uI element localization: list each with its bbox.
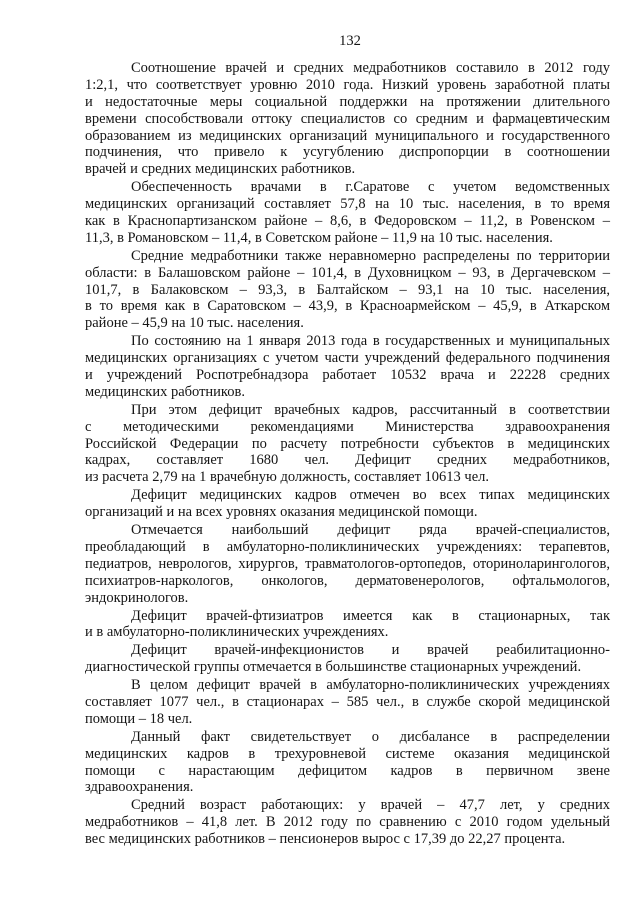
text-line: 11,3, в Романовском – 11,4, в Советском районе – 11,9 на 10 тыс. населения. <box>85 229 553 246</box>
text-line: По состоянию на 1 января 2013 года в государственных и муниципальных <box>131 333 610 350</box>
paragraph <box>85 333 610 401</box>
text-line: Данный факт свидетельствует о дисбалансе в распределении <box>131 728 610 745</box>
text-line: помощи с нарастающим дефицитом кадров в первичном звене <box>85 762 610 779</box>
text-line: времени способствовали оттоку специалистов со средним и фармацевтическим <box>85 110 610 127</box>
text-line: медицинских работников. <box>85 383 245 400</box>
text-line: и в амбулаторно-поликлинических учреждениях. <box>85 624 389 641</box>
paragraph <box>85 248 610 332</box>
text-line: как в Краснопартизанском районе – 8,6, в Федоровском – 11,2, в Ровенском – <box>85 213 610 230</box>
text-line: При этом дефицит врачебных кадров, рассчитанный в соответствии <box>131 401 610 418</box>
paragraph <box>85 402 610 486</box>
text-line: здравоохранения. <box>85 779 194 796</box>
paragraph <box>85 522 610 606</box>
text-line: районе – 45,9 на 10 тыс. населения. <box>85 315 304 332</box>
text-line: составляет 1077 чел., в стационарах – 585 чел., в службе скорой медицинской <box>85 693 610 710</box>
text-line: образованием из медицинских организаций муниципального и государственного <box>85 127 610 144</box>
text-line: Обеспеченность врачами в г.Саратове с учетом ведомственных <box>131 179 610 196</box>
text-line: В целом дефицит врачей в амбулаторно-поликлинических учреждениях <box>131 677 610 694</box>
text-line: вес медицинских работников – пенсионеров вырос с 17,39 до 22,27 процента. <box>85 831 566 848</box>
text-line: эндокринологов. <box>85 589 189 606</box>
text-line: 1:2,1, что соответствует уровню 2010 года. Низкий уровень заработной платы <box>85 76 610 93</box>
text-line: Соотношение врачей и средних медработников составило в 2012 году <box>131 60 610 76</box>
paragraph <box>85 179 610 247</box>
paragraph <box>85 487 610 521</box>
text-line: 101,7, в Балаковском – 93,3, в Балтайском – 93,1 на 10 тыс. населения, <box>85 281 610 298</box>
text-line: Средние медработники также неравномерно распределены по территории <box>131 247 610 264</box>
text-line: медицинских кадров в трехуровневой системе оказания медицинской <box>85 745 610 762</box>
text-line: диагностической группы отмечается в большинстве стационарных учреждений. <box>85 659 582 676</box>
text-line: педиатров, неврологов, хирургов, травматологов-ортопедов, оториноларингологов, <box>85 555 610 572</box>
text-line: медработников – 41,8 лет. В 2012 году по сравнению с 2010 годом удельный <box>85 814 610 831</box>
document-body <box>85 60 610 848</box>
text-line: психиатров-наркологов, онкологов, дерматовенерологов, офтальмологов, <box>85 572 610 589</box>
text-line: и недостаточные меры социальной поддержки на протяжении длительного <box>85 93 610 110</box>
paragraph <box>85 60 610 178</box>
text-line: Отмечается наибольший дефицит ряда врачей-специалистов, <box>131 522 610 539</box>
paragraph <box>85 677 610 728</box>
text-line: медицинских организаций составляет 57,8 на 10 тыс. населения, в то время <box>85 196 610 213</box>
paragraph <box>85 642 610 676</box>
text-line: области: в Балашовском районе – 101,4, в Духовницком – 93, в Дергачевском – <box>85 264 610 281</box>
text-line: медицинских организациях с учетом части учреждений федерального подчинения <box>85 350 610 367</box>
text-line: и учреждений Роспотребнадзора работает 10532 врача и 22228 средних <box>85 367 610 384</box>
text-line: Дефицит врачей-фтизиатров имеется как в стационарных, так <box>131 607 610 624</box>
text-line: с методическими рекомендациями Министерства здравоохранения <box>85 418 610 435</box>
text-line: врачей и средних медицинских работников. <box>85 161 356 178</box>
text-line: из расчета 2,79 на 1 врачебную должность, составляет 10613 чел. <box>85 469 490 486</box>
text-line: организаций и на всех уровнях оказания медицинской помощи. <box>85 504 478 521</box>
page-number: 132 <box>339 33 361 49</box>
text-line: в то время как в Саратовском – 43,9, в Красноармейском – 45,9, в Аткарском <box>85 298 610 315</box>
text-line: Российской Федерации по расчету потребности субъектов в медицинских <box>85 435 610 452</box>
text-line: Дефицит врачей-инфекционистов и врачей реабилитационно- <box>131 642 610 659</box>
text-line: Дефицит медицинских кадров отмечен во всех типах медицинских <box>131 487 610 504</box>
text-line: подчинения, что привело к усугублению диспропорции в соотношении <box>85 144 610 161</box>
paragraph <box>85 729 610 797</box>
text-line: преобладающий в амбулаторно-поликлинических учреждениях: терапевтов, <box>85 538 610 555</box>
paragraph <box>85 797 610 848</box>
text-line: кадрах, составляет 1680 чел. Дефицит средних медработников, <box>85 452 610 469</box>
text-line: Средний возраст работающих: у врачей – 47,7 лет, у средних <box>131 797 610 814</box>
paragraph <box>85 608 610 642</box>
text-line: помощи – 18 чел. <box>85 710 193 727</box>
